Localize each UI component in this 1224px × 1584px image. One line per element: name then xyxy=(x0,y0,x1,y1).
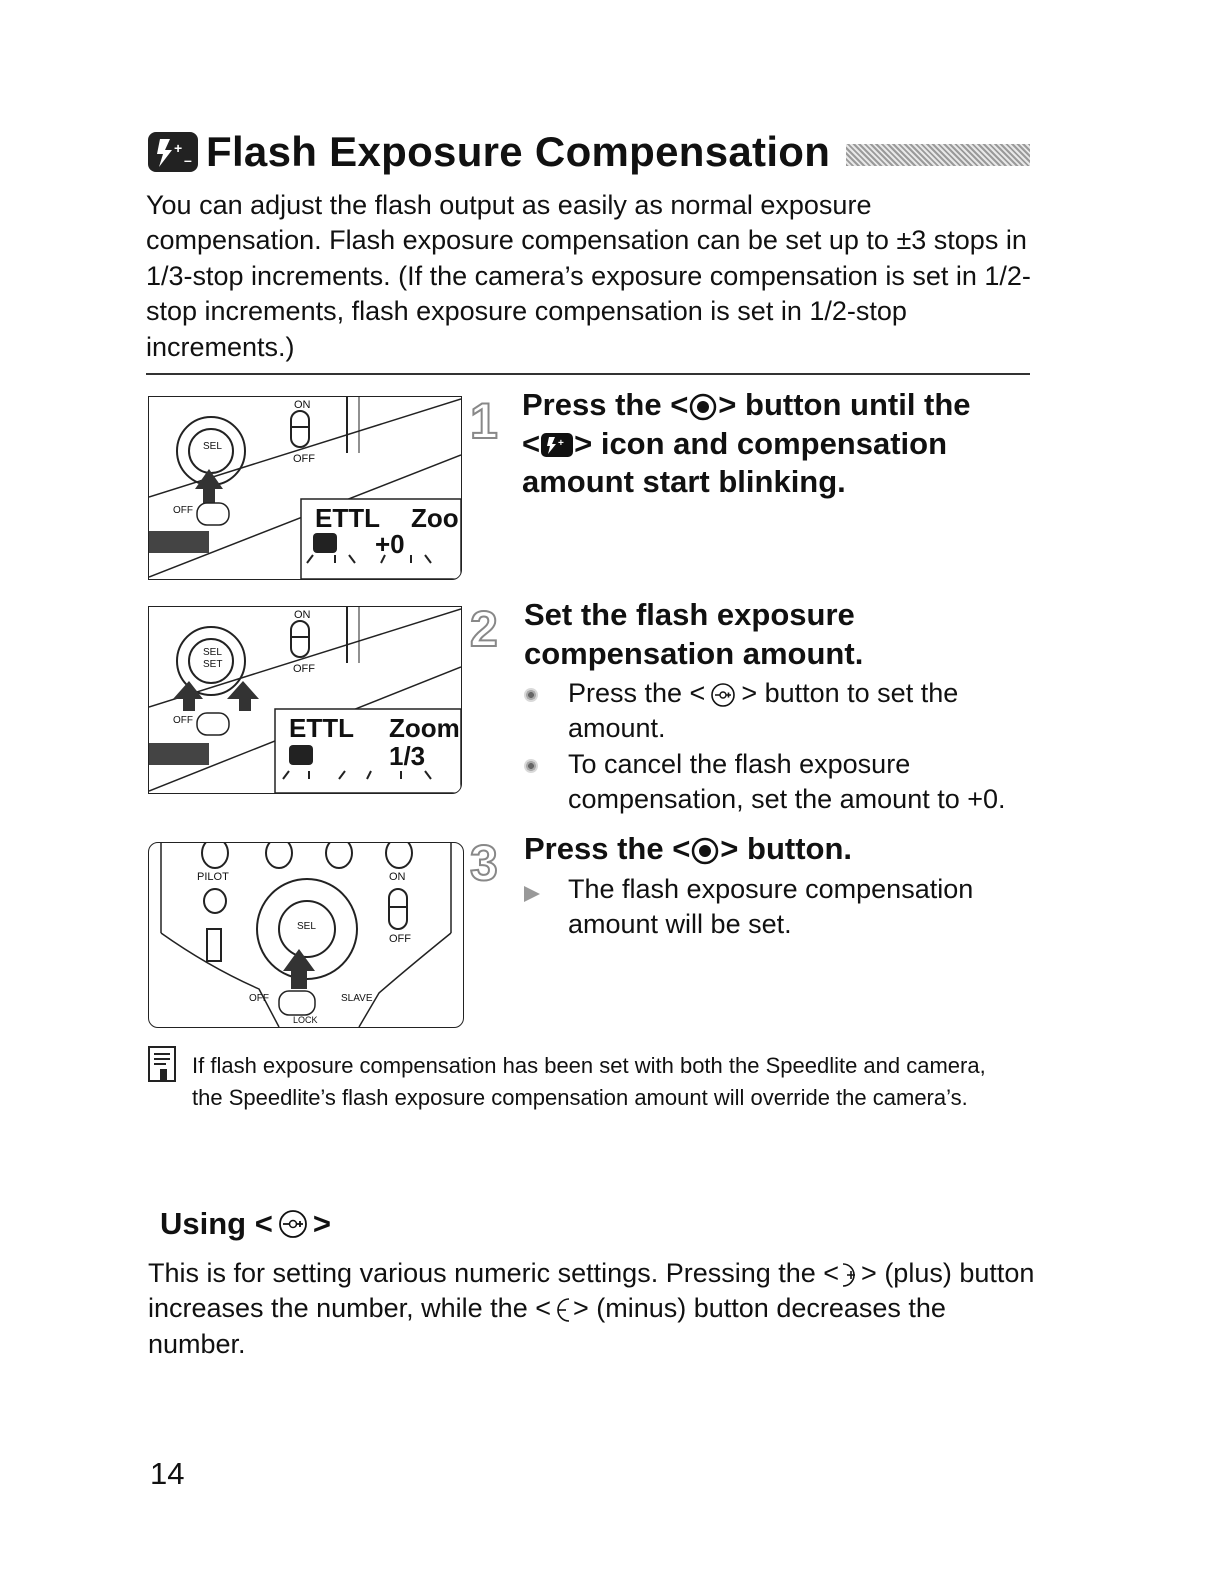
illus1-on-label: ON xyxy=(294,399,311,411)
step1-heading-part: > button until the xyxy=(718,387,971,422)
minus-button-icon xyxy=(551,1297,573,1323)
illus3-on-label: ON xyxy=(389,871,406,883)
using-body-part: This is for setting various numeric settings. Pressing the < xyxy=(148,1258,840,1288)
step2-bullets xyxy=(524,676,1024,818)
step1-illustration xyxy=(148,396,462,580)
illus2-set-label: SET xyxy=(203,659,223,670)
title-text: Flash Exposure Compensation xyxy=(206,128,831,175)
bullet-text xyxy=(568,676,958,747)
svg-text:+: + xyxy=(174,140,183,156)
step3-heading-part: Press the < xyxy=(524,831,691,866)
illus1-lcd-mode: ETTL xyxy=(315,503,380,533)
title-decorative-bar xyxy=(846,144,1030,166)
bullet-text-part: compensation, set the amount to +0. xyxy=(568,784,1006,815)
step2-heading xyxy=(524,596,1024,673)
using-heading-part: > xyxy=(312,1206,331,1241)
result-text-part: The flash exposure compensation xyxy=(568,874,974,904)
illus2-off2-label: OFF xyxy=(173,715,193,726)
bullet-text-part: To cancel the flash exposure xyxy=(568,748,911,779)
step1-number: 1 xyxy=(470,393,498,449)
illus3-pilot-label: PILOT xyxy=(197,871,229,883)
illus1-lcd-zoom: Zoo xyxy=(411,503,459,533)
illus3-off2-label: OFF xyxy=(249,993,269,1004)
result-text-part: amount will be set. xyxy=(568,909,792,940)
using-heading xyxy=(160,1206,331,1242)
step2-heading-part: compensation amount. xyxy=(524,635,864,671)
bullet-text-part: amount. xyxy=(568,713,666,744)
illus3-lock-label: LOCK xyxy=(293,1015,318,1025)
illus2-lcd-amount: 1/3 xyxy=(389,741,426,771)
step1-heading-part: Press the < xyxy=(522,387,689,422)
flash-compensation-icon xyxy=(146,129,200,175)
bullet-dot-icon xyxy=(524,747,568,818)
page-number: 14 xyxy=(150,1456,185,1491)
step1-flash-panel-drawing xyxy=(149,397,461,579)
set-button-icon xyxy=(688,392,718,422)
note-text: If flash exposure compensation has been set with both the Speedlite and camera, the Speedlite’s flash exposure compensation amount will override the camera’s. xyxy=(192,1053,986,1110)
illus3-slave-label: SLAVE xyxy=(341,993,373,1004)
illus2-on-label: ON xyxy=(294,609,311,621)
using-body-part: > (minus) button decreases the number. xyxy=(148,1293,946,1359)
bullet-text-part: > button to set the xyxy=(741,678,959,708)
step2-number: 2 xyxy=(470,601,498,657)
step2-bullet xyxy=(524,747,1024,818)
page-title xyxy=(146,124,830,180)
result-arrow-icon xyxy=(524,872,568,943)
result-text xyxy=(568,872,973,943)
illus1-lcd-amount: +0 xyxy=(375,529,405,559)
bullet-text xyxy=(568,747,1006,818)
plus-minus-dial-icon xyxy=(705,681,741,709)
illus2-off-label: OFF xyxy=(293,663,315,675)
illus1-off2-label: OFF xyxy=(173,505,193,516)
step3-heading-part: > button. xyxy=(720,831,853,866)
plus-button-icon xyxy=(839,1262,861,1288)
step1-heading xyxy=(522,386,1022,502)
illus1-off-label: OFF xyxy=(293,453,315,465)
set-button-icon xyxy=(690,836,720,866)
step1-heading-part: < xyxy=(522,425,541,461)
step1-heading-part: > icon and compensation xyxy=(574,425,948,461)
illus2-lcd-mode: ETTL xyxy=(289,713,354,743)
step2-bullet xyxy=(524,676,1024,747)
using-heading-part: Using < xyxy=(160,1206,273,1241)
step3-result xyxy=(524,872,1024,943)
step3-illustration xyxy=(148,842,464,1028)
illus2-lcd-zoom: Zoom xyxy=(389,713,460,743)
plus-minus-dial-icon xyxy=(273,1208,313,1240)
step2-illustration xyxy=(148,606,462,794)
svg-text:+: + xyxy=(558,438,564,450)
bullet-text-part: Press the < xyxy=(568,678,706,708)
step1-heading-part: amount start blinking. xyxy=(522,464,846,499)
illus1-lcd-flash-comp-icon xyxy=(313,533,337,553)
illus3-off-label: OFF xyxy=(389,933,411,945)
using-body xyxy=(148,1256,1038,1362)
illus2-lcd-flash-comp-icon xyxy=(289,745,313,765)
intro-paragraph: You can adjust the flash output as easily as normal exposure compensation. Flash exposure compensation can be set up to ±3 stops in 1/3-stop increments. (If the camera’s exposure compensation is set in 1/2-stop increments, flash exposure compensation is set in 1/2-stop increments.) xyxy=(146,190,1031,362)
using-body-part: > (plus) button increases the number, while the < xyxy=(148,1258,1035,1324)
note-icon xyxy=(148,1046,176,1087)
svg-text:–: – xyxy=(184,152,193,168)
step3-heading xyxy=(524,830,1024,869)
illus1-sel-label: SEL xyxy=(203,441,222,452)
section-divider xyxy=(146,373,1030,375)
step3-number: 3 xyxy=(470,835,498,891)
bullet-dot-icon xyxy=(524,676,568,747)
step2-heading-part: Set the flash exposure xyxy=(524,597,855,632)
flash-compensation-icon xyxy=(540,431,574,459)
illus3-sel-label: SEL xyxy=(297,921,316,932)
illus2-sel-label: SEL xyxy=(203,647,222,658)
